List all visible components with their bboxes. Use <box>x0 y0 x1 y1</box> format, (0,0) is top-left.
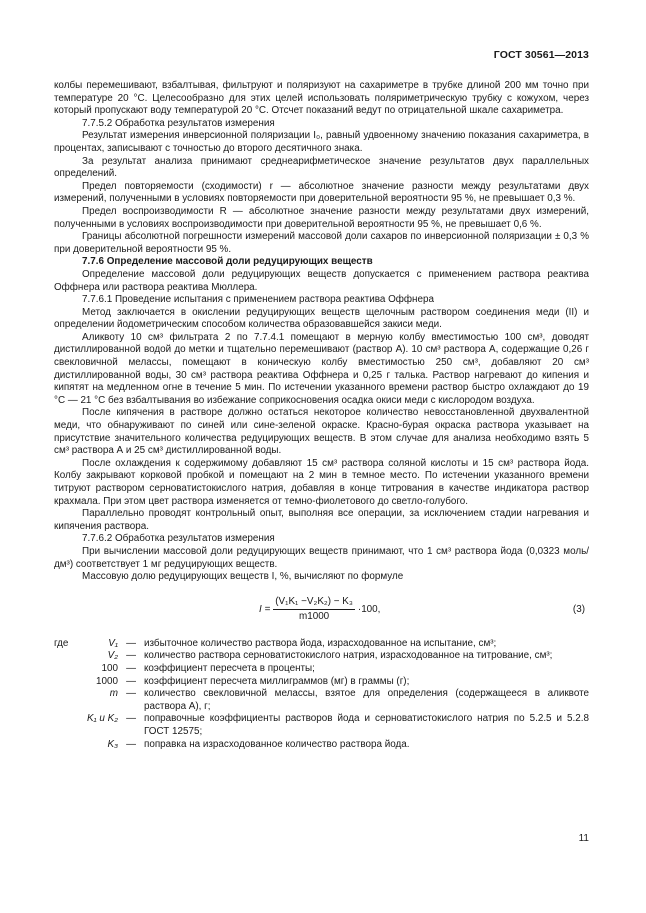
definition-symbol: V₂ <box>107 650 118 662</box>
paragraph: Параллельно проводят контрольный опыт, выполняя все операции, за исключением стадии нагревания и кипячения раствора. <box>54 508 589 532</box>
paragraph: Массовую долю редуцирующих веществ I, %, вычисляют по формуле <box>82 571 404 583</box>
section-heading: 7.7.5.2 Обработка результатов измерения <box>82 117 275 129</box>
formula-expression <box>259 596 380 624</box>
paragraph: Метод заключается в окислении редуцирующих веществ щелочным раствором соединения меди (II) и определении йодометрическим способом количества образовавшейся закиси меди. <box>54 306 589 331</box>
definition-symbol: 1000 <box>96 675 118 687</box>
definition-dash: — <box>126 713 136 725</box>
definition-symbol: 100 <box>101 662 118 674</box>
paragraph: Границы абсолютной погрешности измерений массовой доли сахаров по инверсионной поляризации ± 0,3 % при доверительной вероятности 95 %. <box>54 231 589 255</box>
paragraph: Аликвоту 10 см³ фильтрата 2 по 7.7.4.1 помещают в мерную колбу вместимостью 100 см³, доводят дистиллированной водой до метки и тщательно перемешивают (раствор А). 10 см³ раствора А, содержащие 0,26 г свекловичной мелассы, помещают в коническую колбу вместимостью 250 см³, добавляют 20 см³ дистиллированной воды, 30 см³ раствора реактива Оффнера и 0,25 г талька. Раствор нагревают до кипения и кипятят на медленном огне в течение 5 мин. По истечении указанного времени раствор быстро охлаждают до 19 °С — 21 °С без взбалтывания во избежание соприкосновения осадка окиси меди с кислородом воздуха. <box>54 331 589 406</box>
paragraph: Определение массовой доли редуцирующих веществ допускается с применением раствора реактива Оффнера или раствора реактива Мюллера. <box>54 268 589 293</box>
definition-row <box>54 739 589 752</box>
paragraph: колбы перемешивают, взбалтывая, фильтруют и поляризуют на сахариметре в трубке длиной 200 мм точно при температуре 20 °С. Целесообразно для этих целей использовать поляриметрическую трубку с кожухом, через который пропускают воду температурой 20 °С. Отсчет показаний ведут по отрицательной шкале сахариметра. <box>54 80 589 117</box>
definition-text: коэффициент пересчета миллиграммов (мг) в граммы (г); <box>144 675 410 687</box>
definition-row <box>54 688 589 713</box>
paragraph: Предел воспроизводимости R — абсолютное значение разности между результатами двух измерений, полученными в условиях воспроизводимости при доверительной вероятности 95 %, не превышает 0,6 %. <box>54 205 589 230</box>
paragraph: После охлаждения к содержимому добавляют 15 см³ раствора соляной кислоты и 15 см³ раствора йода. Колбу закрывают корковой пробкой и помещают на 2 мин в темное место. По истечении указанного времени титруют раствором серноватистокислого натрия, добавляя в конце титрования в качестве индикатора раствор крахмала. При этом цвет раствора изменяется от темно-фиолетового до светло-голубого. <box>54 457 589 507</box>
definition-symbol: V₁ <box>108 637 118 649</box>
section-heading: 7.7.6.2 Обработка результатов измерения <box>82 533 275 545</box>
definition-text: поправка на израсходованное количество раствора йода. <box>144 738 410 750</box>
definition-dash: — <box>126 637 136 649</box>
page-number: 11 <box>578 833 589 844</box>
definition-row <box>54 638 589 651</box>
definition-text: коэффициент пересчета в проценты; <box>144 662 315 674</box>
definition-symbol: m <box>109 688 118 700</box>
formula-number: (3) <box>572 603 585 615</box>
definition-dash: — <box>126 650 136 662</box>
definition-text: избыточное количество раствора йода, израсходованное на испытание, см³; <box>144 637 497 649</box>
definition-text: количество свекловичной мелассы, взятое для определения (содержащееся в аликвоте раствора А), г; <box>144 688 589 712</box>
definition-row <box>54 650 589 663</box>
formula-numerator: (V₁K₁ −V₂K₂) − K₃ <box>273 596 355 611</box>
section-heading: 7.7.6 Определение массовой доли редуцирующих веществ <box>82 256 373 268</box>
paragraph: После кипячения в растворе должно остаться некоторое количество невосстановленной двухвалентной меди, что обнаруживают по синей или сине-зеленой окраске. Красно-бурая окраска раствора указывает на присутствие значительного количества редуцирующих веществ. В этом случае для анализа необходимо взять 5 см³ раствора А и 25 см³ дистиллированной воды. <box>54 407 589 457</box>
formula-3 <box>54 592 589 632</box>
section-heading: 7.7.6.1 Проведение испытания с применением раствора реактива Оффнера <box>82 294 434 306</box>
definition-dash: — <box>126 688 136 700</box>
definition-symbol: K₃ <box>107 738 118 750</box>
formula-lhs: I = <box>259 603 271 615</box>
definitions-where: где <box>54 637 69 649</box>
definition-row <box>54 676 589 689</box>
formula-tail: ·100, <box>357 603 381 615</box>
paragraph: Результат измерения инверсионной поляризации I₀, равный удвоенному значению показания сахариметра, в процентах, записывают с точностью до второго десятичного знака. <box>54 130 589 154</box>
definition-symbol: K₁ и K₂ <box>86 713 118 725</box>
definition-dash: — <box>126 675 136 687</box>
document-header: ГОСТ 30561—2013 <box>493 49 589 61</box>
definition-row <box>54 663 589 676</box>
definitions-list <box>54 638 589 751</box>
formula-denominator: m1000 <box>298 611 330 623</box>
paragraph: Предел повторяемости (сходимости) r — абсолютное значение разности между результатами двух измерений, полученными в условиях повторяемости при доверительной вероятности 95 %, не превышает 0,3 %. <box>54 180 589 205</box>
definition-dash: — <box>126 662 136 674</box>
formula-fraction <box>273 596 355 624</box>
paragraph: При вычислении массовой доли редуцирующих веществ принимают, что 1 см³ раствора йода (0,0323 моль/дм³) соответствует 1 мг редуцирующих веществ. <box>54 545 589 570</box>
definition-text: количество раствора серноватистокислого натрия, израсходованное на титрование, см³; <box>144 650 553 662</box>
definition-text: поправочные коэффициенты растворов йода и серноватистокислого натрия по 5.2.5 и 5.2.8 ГОСТ 12575; <box>144 713 589 737</box>
definition-dash: — <box>126 738 136 750</box>
paragraph: За результат анализа принимают среднеарифметическое значение результатов двух параллельных определений. <box>54 155 589 180</box>
page-content <box>54 80 589 751</box>
definition-row <box>54 713 589 738</box>
